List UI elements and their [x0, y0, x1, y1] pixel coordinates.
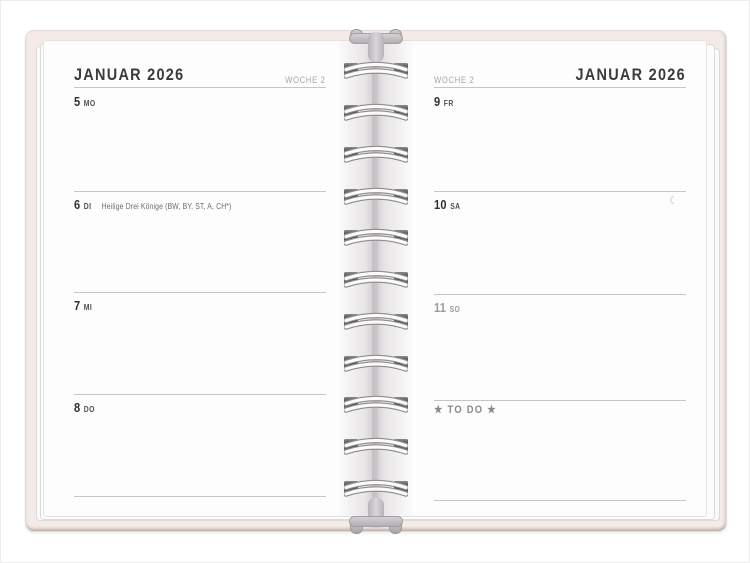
left-page — [43, 40, 373, 517]
row-rule — [74, 191, 326, 192]
day-8-do: 8 DO — [74, 400, 95, 415]
header-rule — [74, 87, 326, 88]
binding-ring — [344, 391, 408, 417]
week-label: WOCHE 2 — [285, 75, 326, 85]
binding-ring — [344, 183, 408, 209]
todo-heading: ★ TO DO ★ — [434, 404, 497, 416]
right-page — [377, 40, 707, 517]
binding-ring — [344, 57, 408, 83]
holiday-note: Heilige Drei Könige (BW, BY, ST, A, CH*) — [101, 202, 232, 211]
left-page-header — [74, 59, 326, 85]
binding-end-bar — [349, 516, 403, 527]
binding-ring — [344, 475, 408, 501]
day-11-so: 11 SO — [434, 300, 461, 315]
row-rule — [74, 394, 326, 395]
header-rule — [434, 87, 686, 88]
row-rule — [434, 500, 686, 501]
binding-ring — [344, 433, 408, 459]
day-6-di: 6 DI Heilige Drei Könige (BW, BY, ST, A, CH*) — [74, 197, 232, 212]
row-rule — [74, 292, 326, 293]
day-9-fr: 9 FR — [434, 94, 454, 109]
day-10-sa: 10 SA — [434, 197, 461, 212]
moon-phase-icon: ☾ — [669, 195, 679, 207]
binding-ring — [344, 141, 408, 167]
row-rule — [434, 400, 686, 401]
week-label: WOCHE 2 — [434, 75, 475, 85]
month-title: JANUAR 2026 — [575, 65, 686, 84]
day-5-mo: 5 MO — [74, 94, 96, 109]
month-title: JANUAR 2026 — [74, 65, 185, 84]
right-page-header — [434, 59, 686, 85]
binding-ring — [344, 99, 408, 125]
day-7-mi: 7 MI — [74, 298, 93, 313]
binding-ring — [344, 308, 408, 334]
row-rule — [434, 294, 686, 295]
binding-ring — [344, 266, 408, 292]
binding-ring — [344, 350, 408, 376]
row-rule — [434, 191, 686, 192]
binding-ring — [344, 224, 408, 250]
row-rule — [74, 496, 326, 497]
